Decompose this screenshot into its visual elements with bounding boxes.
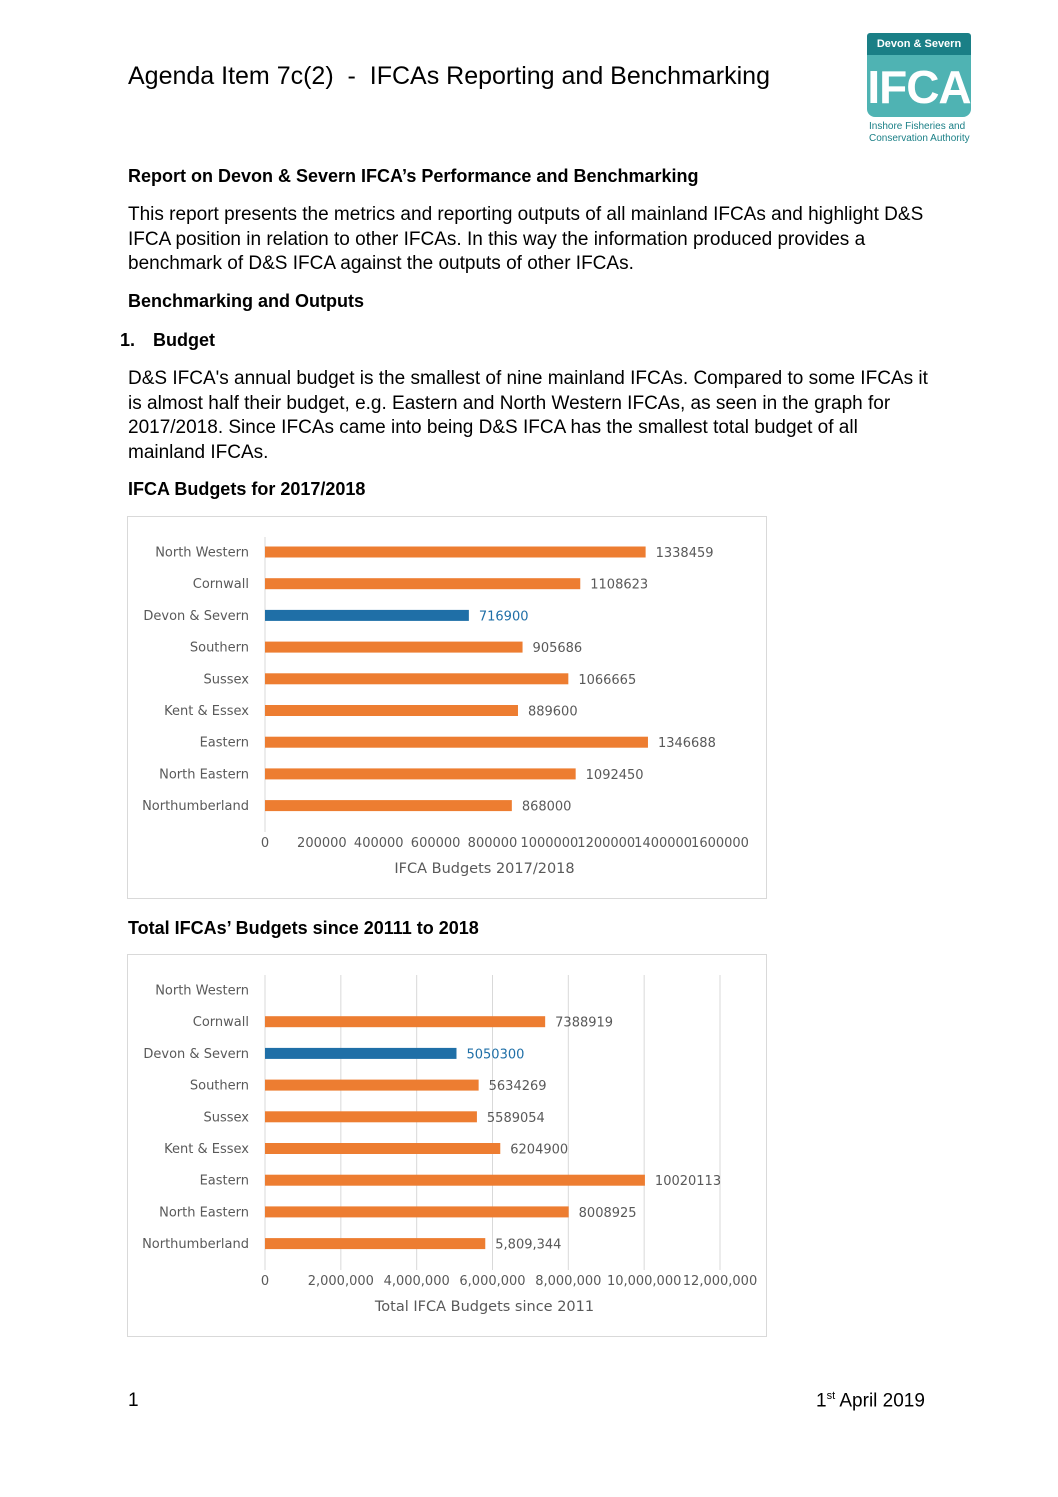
total-budgets-chart-svg — [128, 955, 768, 1338]
budget-heading — [120, 330, 215, 351]
chart1-data-label: 1338459 — [655, 546, 714, 561]
chart1-data-label: 1066665 — [578, 672, 637, 688]
chart1-tick-label: 1600000 — [691, 836, 749, 851]
chart2-bar — [265, 1016, 545, 1027]
footer-date-suffix: st — [826, 1390, 836, 1402]
chart2-x-axis-label: Total IFCA Budgets since 2011 — [374, 1299, 595, 1315]
chart2-tick-label: 2,000,000 — [307, 1274, 374, 1289]
logo-subtitle-line2: Conservation Authority — [869, 133, 970, 144]
chart2-bar — [265, 1080, 479, 1091]
chart1-data-label: 1108623 — [590, 577, 649, 593]
chart1-tick-label: 1200000 — [577, 836, 636, 851]
chart1-tick-label: 1000000 — [520, 836, 579, 851]
chart1-category-label: Eastern — [199, 735, 249, 751]
chart1-heading: IFCA Budgets for 2017/2018 — [128, 479, 366, 499]
chart2-tick-label: 10,000,000 — [606, 1274, 682, 1289]
budget-paragraph: D&S IFCA's annual budget is the smallest of nine mainland IFCAs. Compared to some IFCAs it is almost half their budget, e.g. Eastern and North Western IFCAs, as seen in the graph for 2017/2018. Since IFCAs came into being D&S IFCA has the smallest total budget of all mainland IFCAs. — [128, 368, 928, 463]
chart2-tick-label: 12,000,000 — [682, 1274, 758, 1289]
chart1-category-label: Northumberland — [142, 799, 249, 815]
chart2-bar — [265, 1143, 500, 1154]
chart2-data-label: 6204900 — [510, 1142, 569, 1158]
chart1-bar — [265, 737, 648, 748]
chart2-data-label: 8008925 — [578, 1205, 637, 1221]
chart1-data-label: 889600 — [527, 704, 578, 720]
chart2-heading: Total IFCAs’ Budgets since 20111 to 2018 — [128, 918, 479, 938]
chart1-x-axis-label: IFCA Budgets 2017/2018 — [394, 861, 575, 877]
chart1-tick-label: 0 — [260, 836, 270, 851]
chart1-data-label: 1346688 — [657, 736, 716, 752]
chart1-bar — [265, 768, 576, 779]
chart2-data-label: 5589054 — [486, 1110, 545, 1126]
total-budgets-chart — [127, 954, 767, 1337]
chart1-bar — [265, 578, 580, 589]
chart2-tick-label: 4,000,000 — [383, 1274, 450, 1289]
chart1-data-label: 905686 — [532, 641, 583, 657]
logo-subtitle — [869, 121, 973, 145]
chart2-tick-label: 6,000,000 — [459, 1274, 526, 1289]
chart1-bar — [265, 547, 646, 558]
chart1-bar — [265, 705, 518, 716]
page-number: 1 — [128, 1390, 139, 1411]
budget-section-number: 1. — [120, 330, 136, 350]
chart2-data-label: 10020113 — [654, 1174, 722, 1190]
chart1-category-label: Cornwall — [192, 577, 249, 593]
chart2-category-label: Devon & Severn — [143, 1046, 249, 1062]
chart2-bar — [265, 1175, 645, 1186]
chart1-category-label: Sussex — [203, 672, 249, 688]
chart2-category-label: Kent & Essex — [164, 1142, 249, 1157]
chart1-data-label: 716900 — [478, 609, 529, 625]
intro-paragraph: This report presents the metrics and reporting outputs of all mainland IFCAs and highlight D&S IFCA position in relation to other IFCAs. In this way the information produced provides a benchmark of D&S IFCA against the outputs of other IFCAs. — [128, 204, 924, 274]
chart2-bar — [265, 1048, 456, 1059]
chart2-data-label: 5050300 — [466, 1047, 525, 1063]
chart1-tick-label: 400000 — [353, 836, 404, 851]
logo-mark: IFCA — [867, 55, 971, 117]
logo-subtitle-line1: Inshore Fisheries and — [869, 121, 966, 132]
ifca-logo — [867, 33, 971, 145]
footer-date — [816, 1390, 925, 1412]
chart2-bar — [265, 1111, 477, 1122]
chart2-category-label: Eastern — [199, 1173, 249, 1189]
budget-heading-text: Budget — [153, 330, 215, 350]
chart2-category-label: North Eastern — [159, 1205, 249, 1221]
chart1-data-label: 1092450 — [585, 767, 644, 783]
chart1-category-label: Devon & Severn — [143, 608, 249, 624]
chart1-category-label: North Eastern — [159, 767, 249, 783]
chart2-bar — [265, 1238, 485, 1249]
footer-date-rest: April 2019 — [835, 1390, 925, 1412]
report-heading: Report on Devon & Severn IFCA’s Performance and Benchmarking — [128, 166, 699, 186]
chart2-data-label: 7388919 — [555, 1015, 614, 1031]
benchmarking-heading: Benchmarking and Outputs — [128, 291, 365, 311]
chart1-tick-label: 800000 — [467, 836, 518, 851]
budgets-2017-chart-svg — [128, 517, 768, 900]
chart2-category-label: Sussex — [203, 1110, 249, 1126]
page-title: Agenda Item 7c(2) - IFCAs Reporting and Benchmarking — [128, 62, 770, 90]
chart2-data-label: 5634269 — [488, 1079, 547, 1095]
chart1-bar — [265, 610, 469, 621]
chart2-category-label: North Western — [155, 983, 249, 999]
chart2-data-label: 5,809,344 — [495, 1237, 562, 1253]
chart2-category-label: Northumberland — [142, 1237, 249, 1253]
chart2-category-label: Southern — [189, 1078, 249, 1094]
chart1-bar — [265, 800, 512, 811]
chart2-bar — [265, 1206, 569, 1217]
budgets-2017-chart — [127, 516, 767, 899]
chart1-bar — [265, 673, 568, 684]
chart1-category-label: Southern — [189, 640, 249, 656]
chart1-bar — [265, 642, 523, 653]
chart2-tick-label: 8,000,000 — [535, 1274, 602, 1289]
footer-date-day: 1 — [816, 1390, 827, 1412]
chart2-category-label: Cornwall — [192, 1015, 249, 1031]
logo-band: Devon & Severn — [867, 33, 971, 55]
chart1-category-label: North Western — [155, 545, 249, 561]
chart1-tick-label: 600000 — [410, 836, 461, 851]
chart2-tick-label: 0 — [260, 1274, 270, 1289]
chart1-data-label: 868000 — [521, 799, 572, 815]
chart1-tick-label: 1400000 — [634, 836, 693, 851]
chart1-tick-label: 200000 — [297, 836, 347, 851]
chart1-category-label: Kent & Essex — [164, 704, 249, 719]
